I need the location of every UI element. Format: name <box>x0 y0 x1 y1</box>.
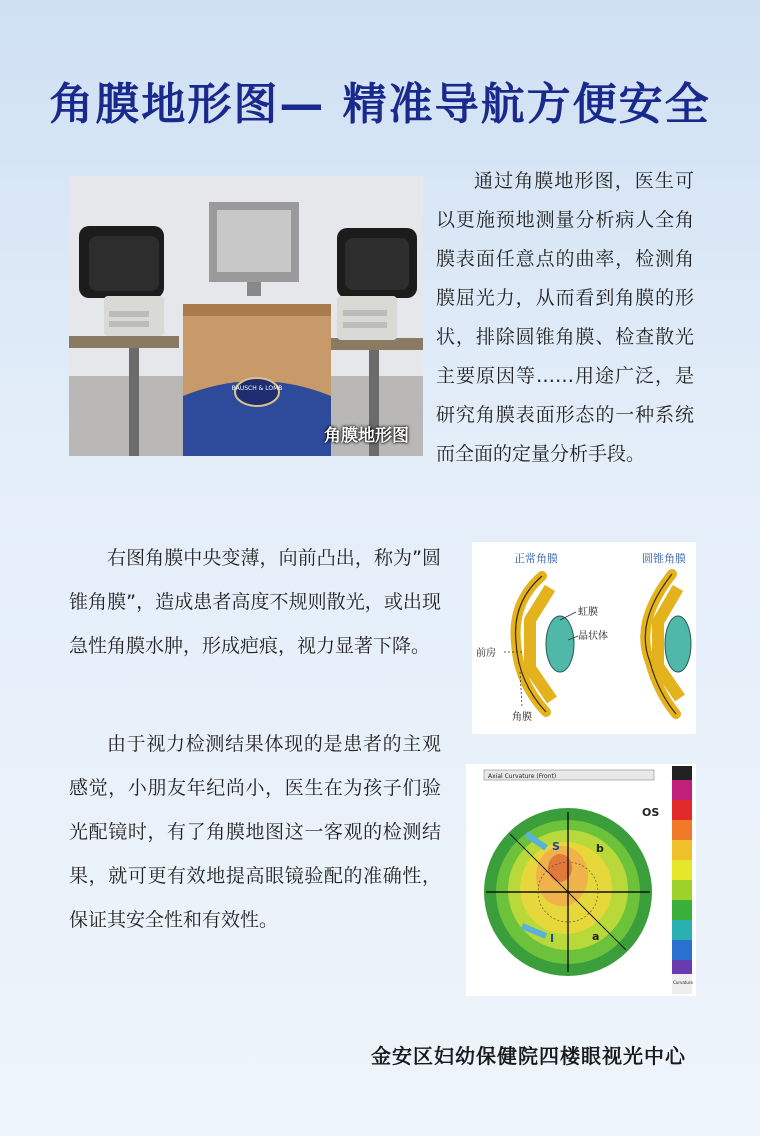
scale-label: Curvature <box>673 980 693 985</box>
lens-label: 晶状体 <box>578 631 608 642</box>
benefit-paragraph: 由于视力检测结果体现的是患者的主观感觉，小朋友年纪尚小，医生在为孩子们验光配镜时，有了角膜地图这一客观的检测结果，就可更有效地提高眼镜验配的准确性，保证其安全性和有效性。 <box>69 733 441 931</box>
topography-map <box>466 764 696 996</box>
marker-s: S <box>552 840 560 853</box>
marker-i: I <box>550 932 555 945</box>
brand-text: BAUSCH & LOMB <box>231 385 283 392</box>
keratoconus-paragraph: 右图角膜中央变薄，向前凸出，称为”圆锥角膜”，造成患者高度不规则散光，或出现急性角膜水肿，形成疤痕，视力显著下降。 <box>69 547 441 657</box>
anterior-chamber-label: 前房 <box>476 648 496 659</box>
footer-org: 金安区妇幼保健院四楼眼视光中心 <box>371 1044 686 1068</box>
intro-paragraph: 通过角膜地形图，医生可以更施预地测量分析病人全角膜表面任意点的曲率，检测角膜屈光力，从而看到角膜的形状，排除圆锥角膜、检查散光主要原因等……用途广泛，是研究角膜表面形态的一种系统而全面的定量分析手段。 <box>436 170 694 465</box>
cornea-diagram <box>472 542 696 734</box>
photo-caption: 角膜地形图 <box>324 426 409 446</box>
iris-label: 虹膜 <box>578 607 598 618</box>
marker-a: a <box>592 930 600 943</box>
marker-b: b <box>596 842 604 855</box>
cornea-label: 角膜 <box>512 712 532 723</box>
normal-cornea-label: 正常角膜 <box>514 552 558 565</box>
eye-label: OS <box>642 806 660 819</box>
curvature-dropdown: Axial Curvature (Front) <box>488 773 557 780</box>
topography-device-photo <box>69 176 423 456</box>
page-title: 角膜地形图— 精准导航方便安全 <box>49 79 711 130</box>
keratoconus-label: 圆锥角膜 <box>642 552 686 565</box>
